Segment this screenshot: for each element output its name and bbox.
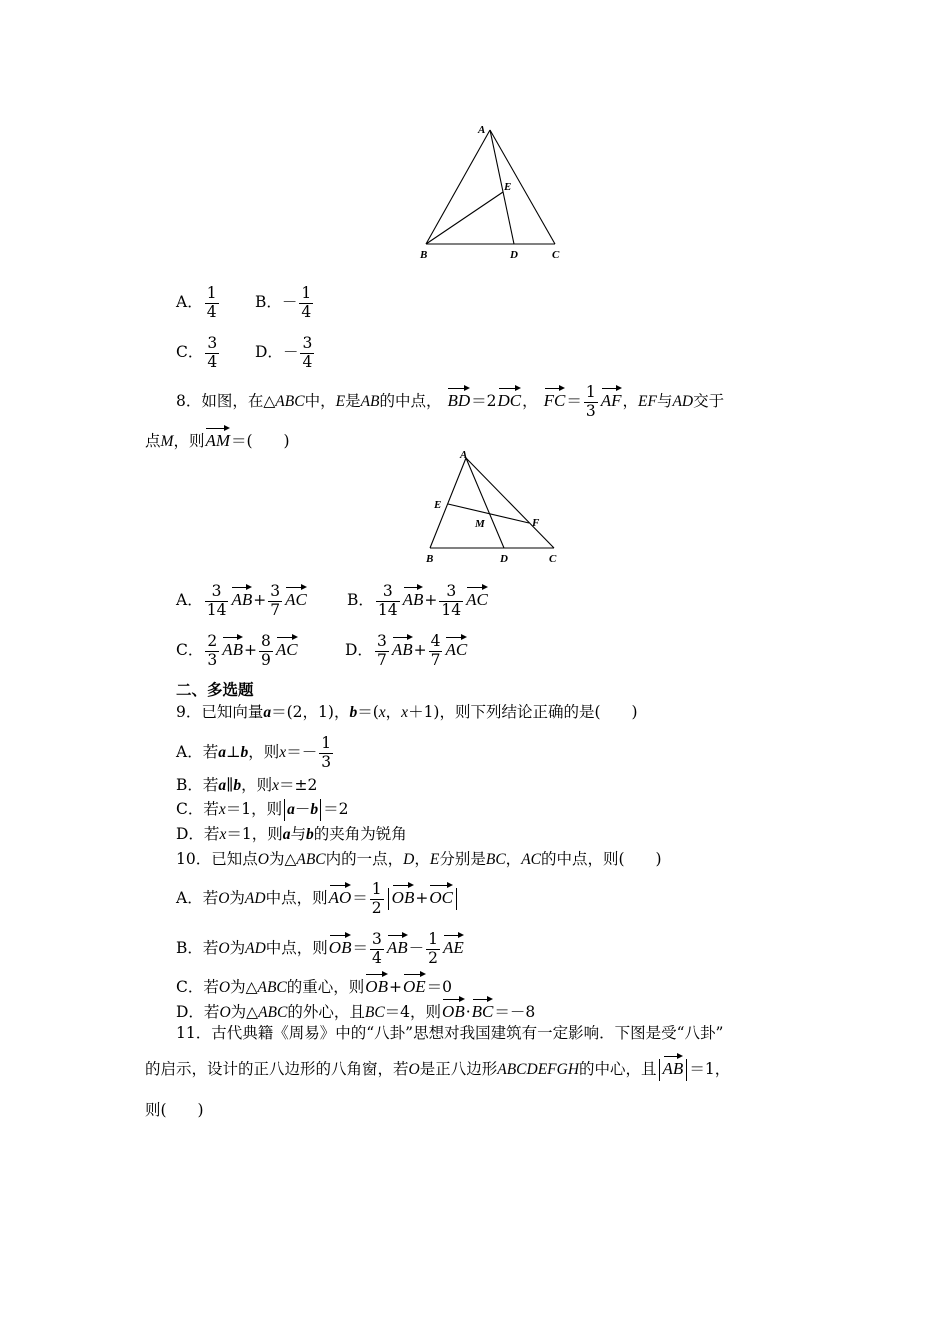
fraction: $\frac{2}{3}$ [207, 632, 218, 669]
label-M: M [475, 518, 485, 530]
fraction: $\frac{3}{4}$ [302, 334, 313, 371]
label-E: E [434, 499, 442, 511]
fraction: $\frac{4}{7}$ [430, 632, 441, 669]
label-E: E [504, 181, 512, 193]
fraction: $\frac{3}{14}$ [377, 582, 398, 619]
q10-option-b: B．若O为AD中点，则OB＝ $\frac{3}{4}$ AB－ $\frac{1}{2}$ AE [176, 930, 464, 967]
vector-AF: AF [601, 385, 622, 411]
q10-stem: 10．已知点O为△ABC内的一点，D，E分别是BC，AC的中点，则( ) [176, 850, 662, 868]
figure-triangle-1 [410, 120, 580, 265]
q7-option-d: D．－ $\frac{3}{4}$ [255, 334, 313, 371]
label-B: B [420, 249, 428, 261]
label-C: C [552, 249, 560, 261]
q9-option-d: D．若x＝1，则a与b的夹角为锐角 [176, 825, 407, 843]
q9-option-b: B．若a∥b，则x＝±2 [176, 776, 318, 794]
q9-option-a: A．若a⊥b，则x＝－ $\frac{1}{3}$ [176, 734, 332, 771]
fraction: $\frac{1}{2}$ [371, 880, 382, 917]
fraction: $\frac{3}{14}$ [441, 582, 462, 619]
fraction: $\frac{3}{4}$ [371, 930, 382, 967]
fraction: $\frac{3}{14}$ [206, 582, 227, 619]
fraction: $\frac{3}{7}$ [270, 582, 281, 619]
fraction: $\frac{1}{4}$ [301, 284, 312, 321]
q7-option-b: B．－ $\frac{1}{4}$ [255, 284, 312, 321]
q10-option-a: A．若O为AD中点，则AO＝ $\frac{1}{2}$ OB+OC [176, 881, 459, 917]
vector-BD: BD [447, 385, 470, 411]
q11-line1: 11．古代典籍《周易》中的“八卦”思想对我国建筑有一定影响．下图是受“八卦” [176, 1024, 724, 1042]
q8-option-d: D． $\frac{3}{7}$ AB+ $\frac{4}{7}$ AC [345, 632, 468, 669]
q8-stem-line2: 点M，则AM＝( ) [145, 425, 290, 452]
fraction: $\frac{8}{9}$ [261, 632, 271, 669]
label-F: F [532, 517, 540, 529]
q10-option-d: D．若O为△ABC的外心，且BC＝4，则OB·BC＝－8 [176, 996, 535, 1023]
label-D: D [500, 553, 508, 565]
abs-bar-left [284, 799, 285, 821]
label-B: B [426, 553, 434, 565]
q11-line2: 的启示，设计的正八边形的八角窗，若O是正八边形ABCDEFGH的中心，且 AB ＝1， [145, 1053, 730, 1081]
vector-AM: AM [205, 425, 230, 451]
fraction: $\frac{1}{2}$ [428, 930, 439, 967]
seg-AB [426, 130, 490, 244]
q7-option-c: C． $\frac{3}{4}$ [176, 334, 218, 371]
seg-AC [466, 458, 554, 548]
paren-left [388, 888, 389, 910]
fraction: $\frac{3}{4}$ [207, 334, 218, 371]
abs-bar-right [320, 799, 321, 821]
seg-EF [448, 504, 529, 523]
vector-DC: DC [498, 385, 522, 411]
q8-option-b: B． $\frac{3}{14}$ AB+ $\frac{3}{14}$ AC [347, 582, 488, 619]
q7-option-a: A． $\frac{1}{4}$ [176, 284, 217, 321]
seg-AC [490, 130, 555, 244]
vector-FC: FC [544, 385, 566, 411]
fraction: $\frac{1}{3}$ [585, 383, 596, 420]
fraction: $\frac{1}{4}$ [206, 284, 217, 321]
fraction: $\frac{3}{7}$ [376, 632, 387, 669]
fraction: $\frac{1}{3}$ [321, 734, 332, 771]
q8-stem-line1: 8．如图，在△ABC中，E是AB的中点， BD＝2DC， FC＝ $\frac{1}{3}$ AF，EF与AD交于 [176, 383, 725, 420]
q9-stem: 9．已知向量a＝(2，1)，b＝(x，x＋1)，则下列结论正确的是( ) [176, 703, 638, 721]
label-A: A [478, 124, 486, 136]
figure-triangle-2 [418, 446, 568, 568]
q11-line3: 则( ) [145, 1101, 204, 1119]
seg-AD [466, 458, 504, 548]
q10-option-c: C．若O为△ABC的重心，则OB+OE＝0 [176, 971, 452, 998]
q8-option-a: A． $\frac{3}{14}$ AB+ $\frac{3}{7}$ AC [176, 582, 307, 619]
abs-bar-left [659, 1059, 660, 1081]
section-heading: 二、多选题 [176, 680, 254, 699]
abs-bar-right [686, 1059, 687, 1081]
paren-right [456, 888, 457, 910]
label-A: A [460, 449, 468, 461]
q9-option-c: C．若x＝1，则 a－b ＝2 [176, 799, 349, 821]
label-C: C [549, 553, 557, 565]
label-D: D [510, 249, 518, 261]
seg-BE [426, 192, 503, 244]
q8-option-c: C． $\frac{2}{3}$ AB+ $\frac{8}{9}$ AC [176, 632, 298, 669]
